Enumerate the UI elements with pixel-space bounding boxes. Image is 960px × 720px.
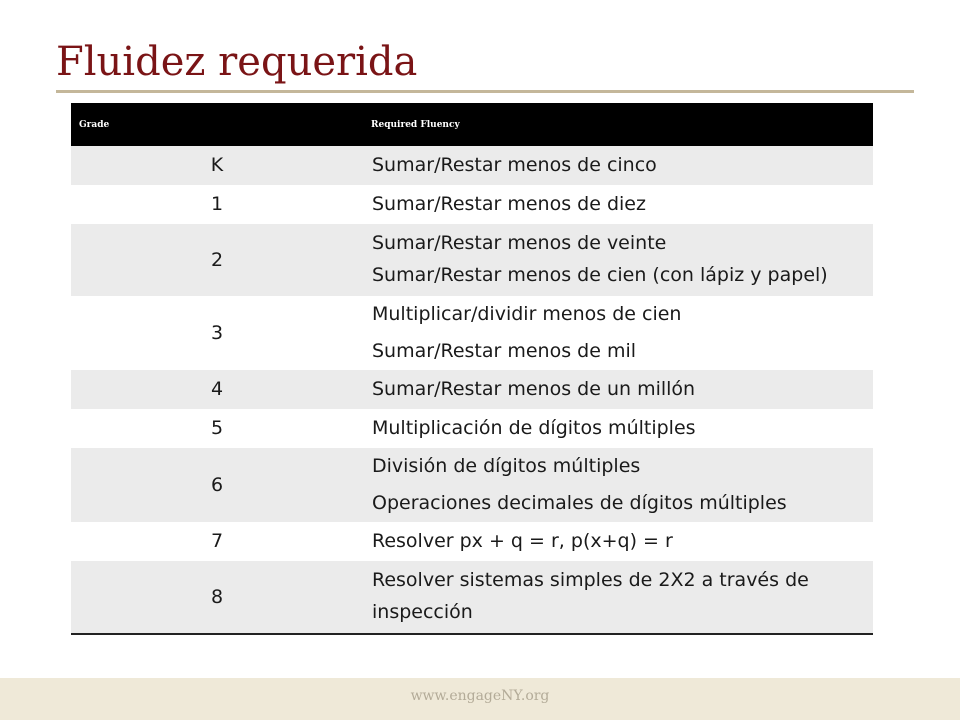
skill-text: Resolver px + q = r, p(x+q) = r <box>372 530 673 552</box>
fluency-table <box>71 103 873 635</box>
footer-url: www.engageNY.org <box>410 688 550 704</box>
grade-cell: 5 <box>210 417 224 439</box>
grade-cell: 3 <box>210 321 224 344</box>
skill-text: Operaciones decimales de dígitos múltiples <box>372 492 787 514</box>
skill-text: Sumar/Restar menos de cien (con lápiz y papel) <box>372 264 828 286</box>
table-header-row <box>71 103 873 146</box>
fluency-cell <box>363 146 873 185</box>
skill-text: Sumar/Restar menos de cinco <box>372 154 657 176</box>
table-row <box>71 409 873 448</box>
grade-cell: 4 <box>71 370 363 409</box>
skill-text: Sumar/Restar menos de un millón <box>372 378 696 400</box>
skill-text: División de dígitos múltiples <box>372 455 641 477</box>
fluency-column-header: Required Fluency <box>363 103 873 146</box>
grade-column-header: Grade <box>71 103 363 146</box>
skill-text: Sumar/Restar menos de diez <box>372 193 646 215</box>
table-row <box>71 448 873 522</box>
table-row <box>71 296 873 370</box>
skill-text: Multiplicación de dígitos múltiples <box>372 417 696 439</box>
skill-text: Resolver sistemas simples de 2X2 a través de inspección <box>372 569 809 623</box>
fluency-cell <box>363 561 873 634</box>
fluency-cell <box>363 224 873 296</box>
fluency-cell <box>363 370 873 409</box>
skill-text: Multiplicar/dividir menos de cien <box>372 303 682 325</box>
grade-cell: 8 <box>71 561 363 634</box>
fluency-cell <box>363 296 873 370</box>
skill-text: Sumar/Restar menos de mil <box>372 340 637 362</box>
fluency-cell <box>363 448 873 522</box>
grade-cell: K <box>71 146 363 185</box>
grade-cell: 1 <box>210 193 224 215</box>
table-row <box>71 561 873 634</box>
table-row <box>71 522 873 561</box>
fluency-cell <box>363 409 873 448</box>
fluency-cell <box>363 522 873 561</box>
grade-cell: 2 <box>71 224 363 296</box>
table-row <box>71 370 873 409</box>
grade-cell: 6 <box>71 448 363 522</box>
title-divider <box>56 90 914 93</box>
skill-text: Sumar/Restar menos de veinte <box>372 232 667 254</box>
fluency-cell <box>363 185 873 224</box>
slide-title: Fluidez requerida <box>56 39 418 85</box>
table-row <box>71 185 873 224</box>
grade-cell: 7 <box>210 530 224 552</box>
table-row <box>71 146 873 185</box>
table-row <box>71 224 873 296</box>
